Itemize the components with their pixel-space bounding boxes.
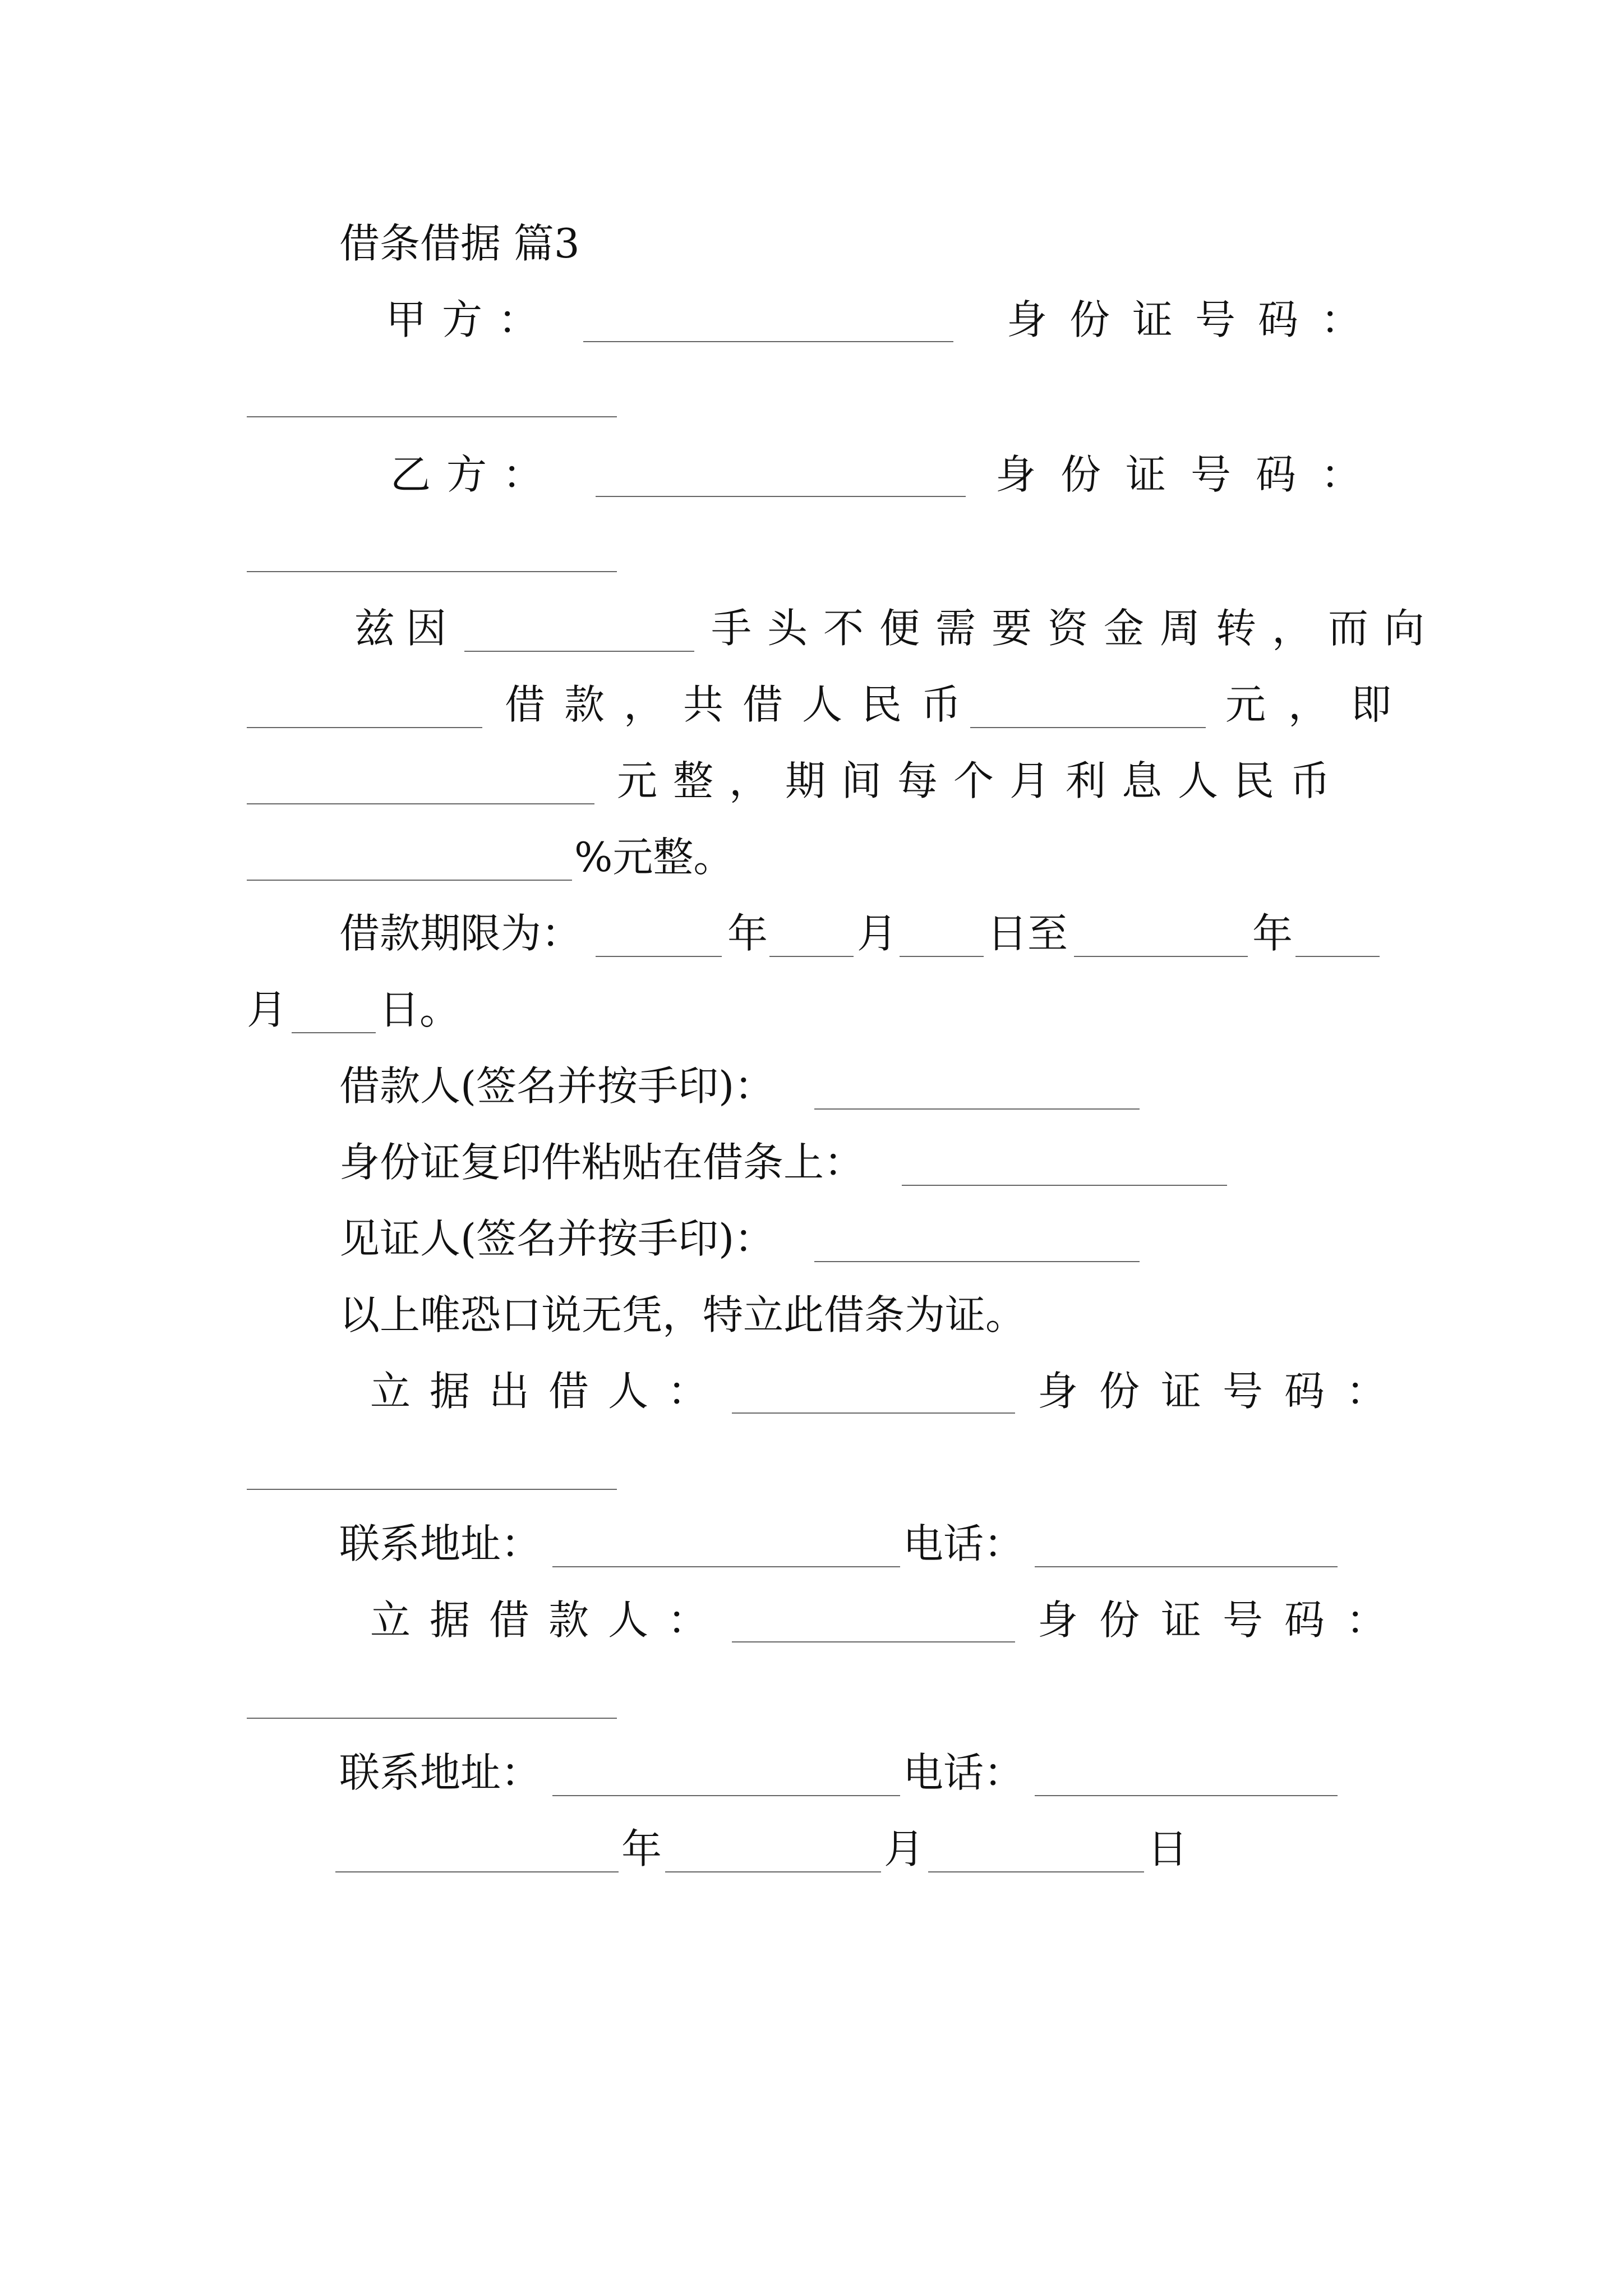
term-start-month-blank[interactable]	[769, 956, 854, 957]
borrower-id-blank[interactable]	[247, 1718, 617, 1719]
term-start-day-blank[interactable]	[900, 956, 984, 957]
date-year-blank[interactable]	[335, 1871, 619, 1872]
amount-blank[interactable]	[970, 727, 1206, 728]
lender-address-blank[interactable]	[552, 1566, 900, 1567]
term-end-day-blank[interactable]	[292, 1032, 376, 1033]
lender-name-blank[interactable]	[247, 727, 482, 728]
borrower-sign-blank[interactable]	[814, 1108, 1140, 1110]
date-year: 年	[621, 1825, 662, 1872]
term-label: 借款期限为：	[339, 910, 582, 957]
date-day-blank[interactable]	[928, 1871, 1144, 1872]
term-day-to: 日至	[987, 910, 1068, 957]
monthly-interest-label: 元整，期间每个月利息人民币	[617, 757, 1347, 804]
reason-blank[interactable]	[464, 651, 694, 652]
lender-id-label: 身份证号码：	[1038, 1368, 1408, 1415]
borrower-label: 立据借款人：	[370, 1596, 727, 1644]
reason-prefix: 兹因	[354, 605, 458, 652]
party-a-id-label: 身份证号码：	[1007, 296, 1384, 343]
borrow-label: 借款，共借人民币	[505, 681, 981, 728]
party-a-id-blank[interactable]	[247, 416, 617, 417]
lender-label: 立据出借人：	[370, 1368, 727, 1415]
lender-address-label: 联系地址：	[339, 1520, 542, 1567]
date-month-blank[interactable]	[665, 1871, 881, 1872]
yuan-ji: 元，即	[1225, 681, 1414, 728]
term-day-end: 日。	[379, 986, 460, 1033]
borrower-address-blank[interactable]	[552, 1795, 900, 1796]
lender-id-blank[interactable]	[247, 1489, 617, 1490]
witness-sign-label: 见证人(签名并按手印)：	[339, 1215, 775, 1262]
lender-phone-blank[interactable]	[1035, 1566, 1338, 1567]
page-title: 借条借据 篇3	[339, 220, 580, 267]
interest-blank[interactable]	[247, 880, 572, 881]
party-a-name-blank[interactable]	[583, 341, 953, 342]
amount-capital-blank[interactable]	[247, 803, 594, 804]
date-month: 月	[884, 1825, 925, 1872]
party-a-label: 甲方：	[386, 296, 555, 343]
borrower-id-label: 身份证号码：	[1038, 1596, 1408, 1644]
party-b-id-label: 身份证号码：	[995, 451, 1386, 498]
percent-suffix: %元整。	[574, 834, 734, 881]
id-copy-label: 身份证复印件粘贴在借条上：	[339, 1139, 865, 1186]
party-b-name-blank[interactable]	[596, 496, 966, 497]
term-end-year-blank[interactable]	[1074, 956, 1248, 957]
borrower-phone-label: 电话：	[903, 1749, 1025, 1796]
term-month-2: 月	[247, 986, 288, 1033]
closing-text: 以上唯恐口说无凭，特立此借条为证。	[339, 1291, 1026, 1338]
borrower-address-label: 联系地址：	[339, 1749, 542, 1796]
borrower-sign-label: 借款人(签名并按手印)：	[339, 1062, 775, 1110]
id-copy-blank[interactable]	[902, 1185, 1227, 1186]
party-b-label: 乙方：	[390, 451, 559, 498]
lender-phone-label: 电话：	[903, 1520, 1025, 1567]
term-month-1: 月	[857, 910, 898, 957]
date-day: 日	[1147, 1825, 1188, 1872]
term-end-month-blank[interactable]	[1295, 956, 1380, 957]
party-b-id-blank[interactable]	[247, 571, 617, 572]
witness-sign-blank[interactable]	[814, 1261, 1140, 1262]
term-year-2: 年	[1252, 910, 1293, 957]
term-start-year-blank[interactable]	[596, 956, 722, 957]
lender-sign-blank[interactable]	[732, 1412, 1015, 1414]
term-year-1: 年	[727, 910, 768, 957]
reason-suffix: 手头不便需要资金周转，而向	[711, 605, 1441, 652]
borrower-phone-blank[interactable]	[1035, 1795, 1338, 1796]
borrower-name-blank[interactable]	[732, 1641, 1015, 1642]
